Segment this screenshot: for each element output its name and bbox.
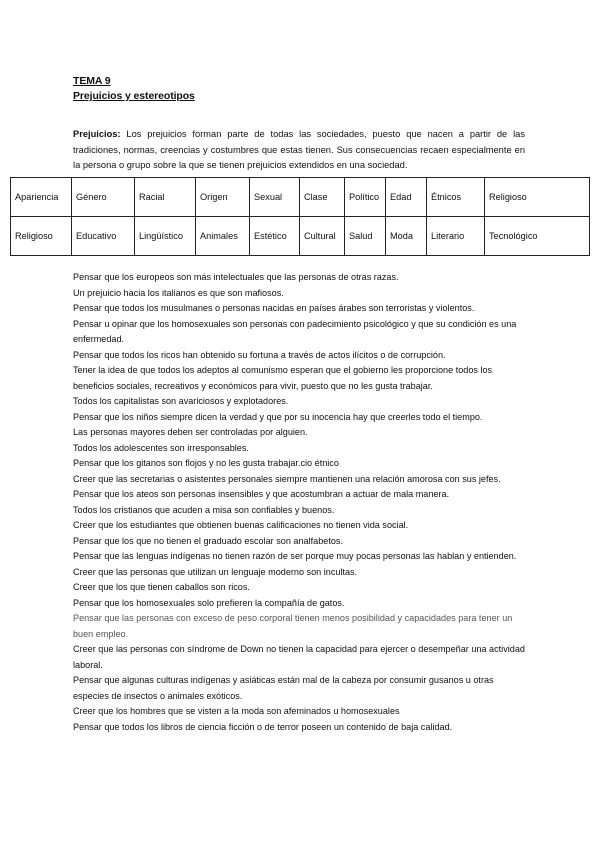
- list-item: Pensar que las lenguas indígenas no tienen razón de ser porque muy pocas personas las hablan y entienden.: [73, 551, 517, 561]
- list-item: Pensar que los que no tienen el graduado escolar son analfabetos.: [73, 535, 343, 546]
- table-cell: Sexual: [250, 178, 300, 217]
- list-item: Un prejuicio hacia los italianos es que son mafiosos.: [73, 287, 284, 298]
- table-cell: Animales: [196, 217, 250, 256]
- table-cell: Género: [72, 178, 135, 217]
- list-item: Pensar que todos los ricos han obtenido su fortuna a través de actos ilícitos o de corrupción.: [73, 349, 446, 360]
- table-cell: Estético: [250, 217, 300, 256]
- list-item: Creer que las personas que utilizan un lenguaje moderno son incultas.: [73, 566, 358, 577]
- table-cell: Étnicos: [427, 178, 485, 217]
- list-item: Pensar que los europeos son más intelectuales que las personas de otras razas.: [73, 272, 399, 282]
- list-item: Creer que los hombres que se visten a la moda son afeminados u homosexuales: [73, 706, 400, 716]
- intro-paragraph: [73, 127, 525, 173]
- list-item: Creer que los que tienen caballos son ricos.: [73, 582, 250, 592]
- table-cell: Cultural: [300, 217, 345, 256]
- table-cell: Religioso: [11, 217, 72, 256]
- topic-subtitle: Prejuicios y estereotipos: [73, 90, 195, 102]
- list-item: Pensar que los homosexuales solo prefieren la compañía de gatos.: [73, 597, 345, 608]
- table-cell: Apariencia: [11, 178, 72, 217]
- list-item: Tener la idea de que todos los adeptos al comunismo esperan que el gobierno les proporcione todos los beneficios sociales, recreativos y económicos para vivir, puesto que no les gusta trabajar.: [73, 365, 493, 391]
- list-item: Las personas mayores deben ser controladas por alguien.: [73, 427, 308, 437]
- table-cell: Edad: [386, 178, 427, 217]
- table-cell: Lingüístico: [135, 217, 196, 256]
- list-item: Pensar que los niños siempre dicen la verdad y que por su inocencia hay que creerles todo el tiempo.: [73, 411, 483, 422]
- list-item: Pensar que algunas culturas indígenas y asiáticas están mal de la cabeza por consumir gusanos u otras especies de insectos o animales exóticos.: [73, 675, 494, 701]
- prejudice-categories-table: [10, 177, 590, 256]
- intro-text: Los prejuicios forman parte de todas las sociedades, puesto que nacen a partir de las tradiciones, normas, creencias y costumbres que estas tienen. Sus consecuencias recaen especialmente en la persona o grupo sobre la que se tienen prejuicios extendidos en una sociedad.: [73, 129, 525, 171]
- list-item: Pensar que todos los libros de ciencia ficción o de terror poseen un contenido de baja calidad.: [73, 721, 453, 732]
- list-item: Pensar que los ateos son personas insensibles y que acostumbran a actuar de mala manera.: [73, 489, 450, 499]
- stereotype-list: [73, 270, 525, 735]
- table-cell: Clase: [300, 178, 345, 217]
- table-cell: Salud: [345, 217, 386, 256]
- list-item: Todos los capitalistas son avariciosos y explotadores.: [73, 396, 289, 406]
- list-item: Creer que las personas con síndrome de Down no tienen la capacidad para ejercer o desempeñar una actividad laboral.: [73, 644, 525, 670]
- intro-term: Prejuicios:: [73, 129, 121, 140]
- list-item: Pensar que las personas con exceso de peso corporal tienen menos posibilidad y capacidades para tener un buen empleo.: [73, 613, 513, 639]
- list-item: Pensar que todos los musulmanes o personas nacidas en países árabes son terroristas y violentos.: [73, 303, 475, 313]
- list-item: Todos los adolescentes son irresponsables.: [73, 442, 249, 453]
- list-item: Todos los cristianos que acuden a misa son confiables y buenos.: [73, 504, 335, 515]
- table-cell: Literario: [427, 217, 485, 256]
- table-row: [11, 217, 590, 256]
- topic-heading: TEMA 9: [73, 75, 111, 87]
- table-cell: Político: [345, 178, 386, 217]
- list-item: Creer que las secretarias o asistentes personales siempre mantienen una relación amorosa con sus jefes.: [73, 473, 501, 484]
- list-item: Pensar que los gitanos son flojos y no les gusta trabajar.cio étnico: [73, 458, 339, 468]
- list-item: Creer que los estudiantes que obtienen buenas calificaciones no tienen vida social.: [73, 520, 409, 530]
- table-row: [11, 178, 590, 217]
- table-cell: Origen: [196, 178, 250, 217]
- table-cell: Racial: [135, 178, 196, 217]
- list-item: Pensar u opinar que los homosexuales son personas con padecimiento psicológico y que su condición es una enfermedad.: [73, 318, 517, 344]
- table-cell: Religioso: [485, 178, 590, 217]
- table-cell: Educativo: [72, 217, 135, 256]
- table-cell: Tecnológico: [485, 217, 590, 256]
- table-cell: Moda: [386, 217, 427, 256]
